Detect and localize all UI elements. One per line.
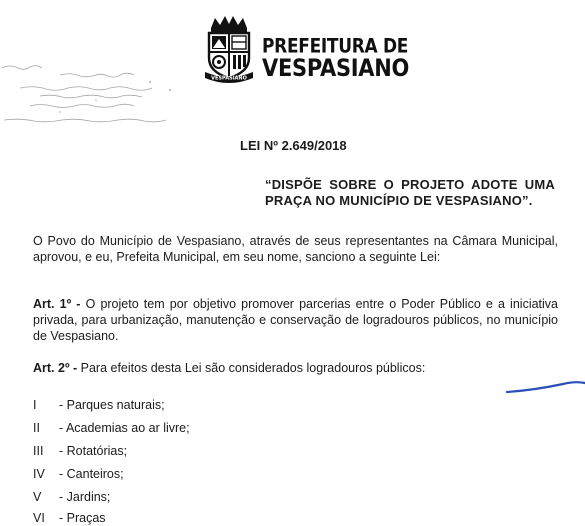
list-item: [33, 510, 106, 526]
list-item-text: - Rotatórias;: [59, 444, 128, 458]
article-2: [33, 360, 558, 376]
list-item-numeral: V: [33, 490, 42, 504]
preamble-paragraph: O Povo do Município de Vespasiano, através de seus representantes na Câmara Municipal, aprovou, e eu, Prefeita Municipal, em seu nome, sanciono a seguinte Lei:: [33, 234, 558, 264]
list-item-numeral: IV: [33, 467, 45, 481]
list-item: [33, 420, 190, 436]
brand-line-2: VESPASIANO: [262, 54, 410, 82]
faded-reception-stamp: [0, 60, 215, 150]
list-item-numeral: II: [33, 421, 40, 435]
list-item-numeral: I: [33, 398, 37, 412]
list-item-numeral: III: [33, 444, 44, 458]
list-item-numeral: VI: [33, 511, 45, 525]
list-item-text: - Parques naturais;: [59, 398, 165, 412]
list-item: [33, 443, 127, 459]
article-1: [33, 296, 558, 344]
brand-line-1: PREFEITURA DE: [262, 35, 409, 59]
list-item: [33, 397, 165, 413]
list-item-text: - Jardins;: [59, 490, 111, 504]
article-1-text: O projeto tem por objetivo promover parcerias entre o Poder Público e a iniciativa privada, para urbanização, manutenção e conservação de logradouros públicos, no município de Vespasiano.: [33, 297, 558, 343]
list-item: [33, 489, 110, 505]
article-2-label: Art. 2º -: [33, 361, 78, 375]
law-ementa: “DISPÕE SOBRE O PROJETO ADOTE UMA PRAÇA NO MUNICÍPIO DE VESPASIANO”.: [265, 177, 555, 208]
law-title: LEI Nº 2.649/2018: [240, 138, 347, 153]
list-item-text: - Canteiros;: [59, 467, 124, 481]
list-item-text: - Academias ao ar livre;: [59, 421, 190, 435]
article-1-label: Art. 1º -: [33, 297, 81, 311]
list-item: [33, 466, 124, 482]
pen-stroke-mark: [505, 378, 585, 398]
list-item-text: - Praças: [59, 511, 106, 525]
brand-wordmark: [262, 35, 410, 82]
crest-banner-text: VESPASIANO: [211, 75, 247, 82]
article-2-text: Para efeitos desta Lei são considerados logradouros públicos:: [77, 361, 426, 375]
